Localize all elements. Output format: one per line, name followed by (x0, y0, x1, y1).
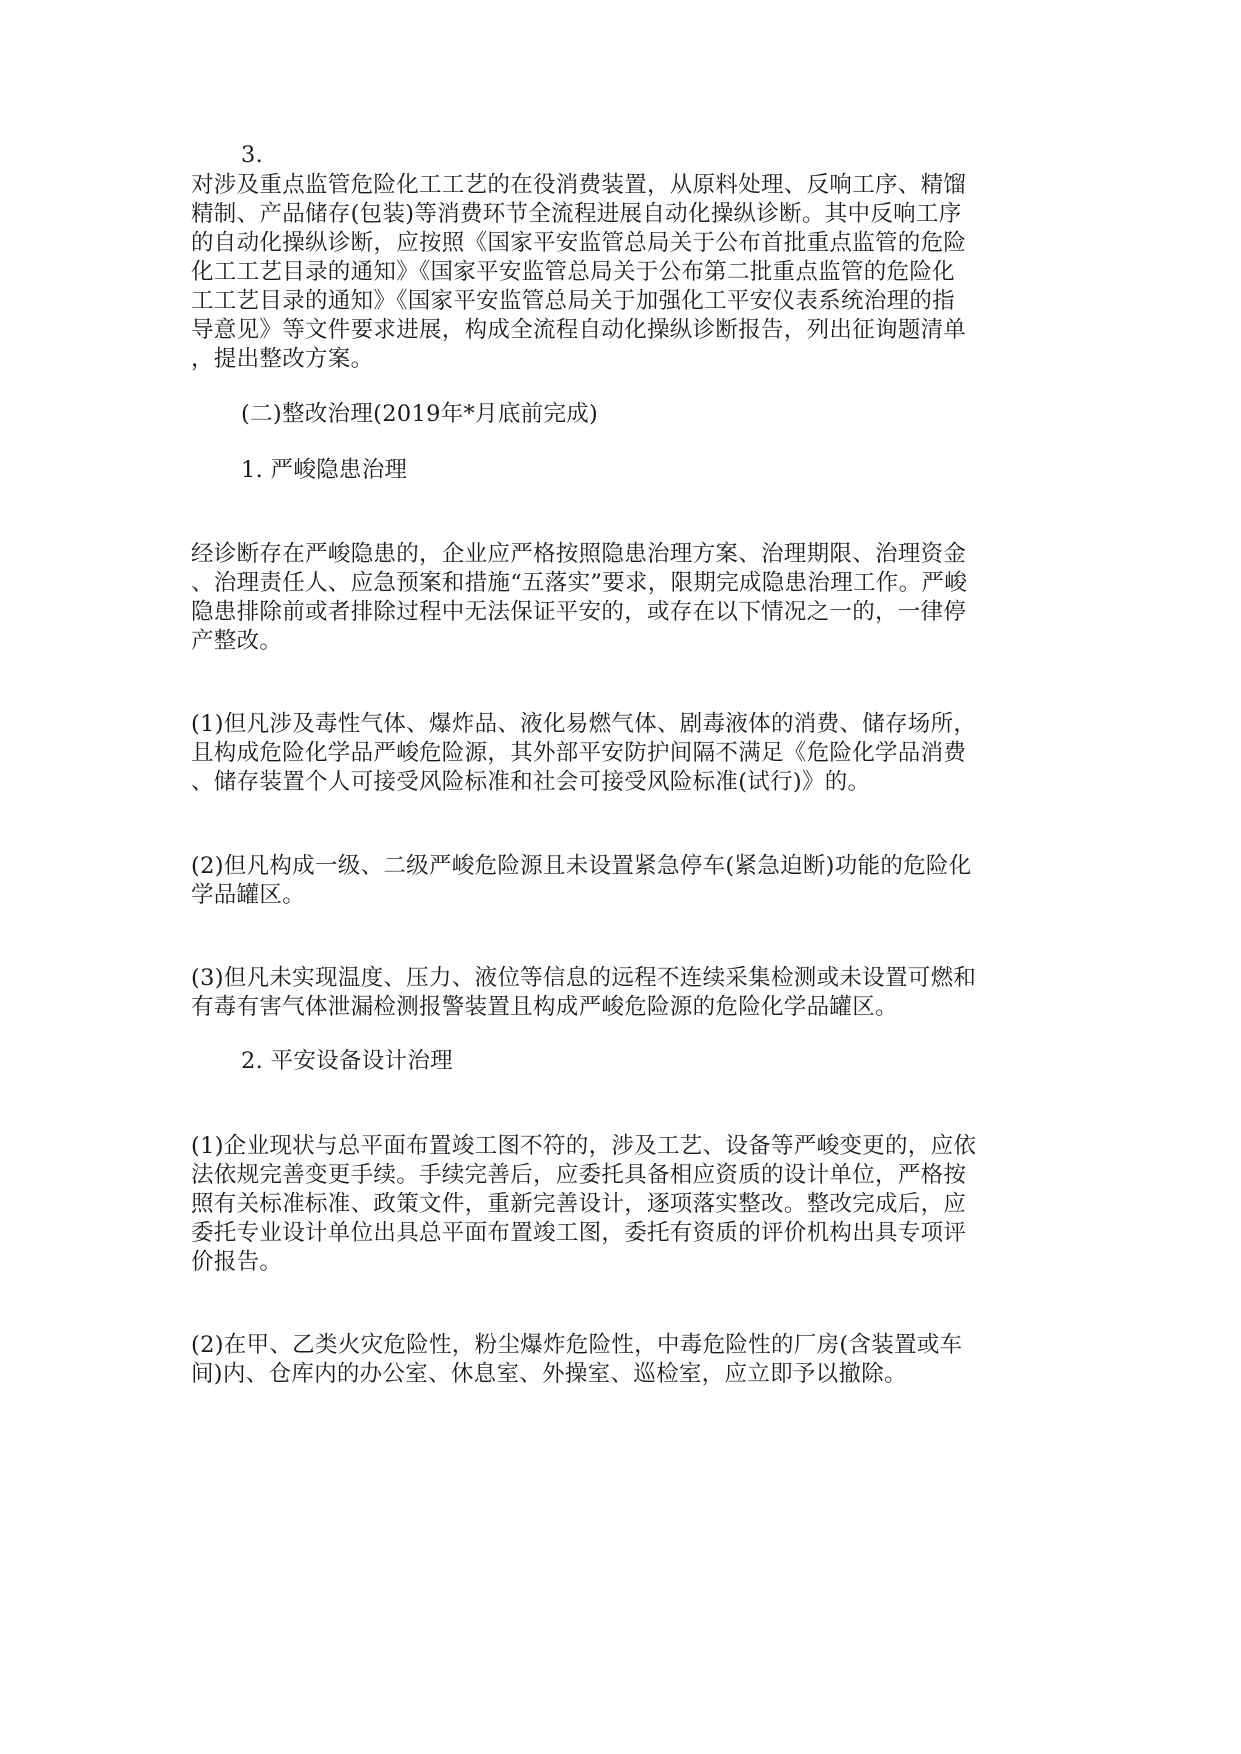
item-number: 3. (241, 142, 264, 168)
list-item-line: (2)在甲、乙类火灾危险性，粉尘爆炸危险性，中毒危险性的厂房(含装置或车 (191, 1332, 963, 1358)
list-item-line: 照有关标准标准、政策文件，重新完善设计，逐项落实整改。整改完成后，应 (191, 1191, 967, 1217)
subsection-heading: 1. 严峻隐患治理 (241, 457, 408, 483)
list-item-line: 间)内、仓库内的办公室、休息室、外操室、巡检室，应立即予以撤除。 (191, 1361, 907, 1387)
list-item-line: (1)企业现状与总平面布置竣工图不符的，涉及工艺、设备等严峻变更的，应依 (191, 1133, 977, 1159)
list-item-line: 、储存装置个人可接受风险标准和社会可接受风险标准(试行)》的。 (191, 769, 871, 795)
paragraph-line: 、治理责任人、应急预案和措施“五落实”要求，限期完成隐患治理工作。严峻 (191, 570, 968, 596)
paragraph-line: 对涉及重点监管危险化工工艺的在役消费装置，从原料处理、反响工序、精馏 (191, 172, 967, 198)
paragraph-line: 产整改。 (191, 628, 283, 654)
section-heading: (二)整改治理(2019年*月底前完成) (241, 401, 599, 427)
paragraph-line: 经诊断存在严峻隐患的，企业应严格按照隐患治理方案、治理期限、治理资金 (191, 541, 967, 567)
paragraph-line: 隐患排除前或者排除过程中无法保证平安的，或存在以下情况之一的，一律停 (191, 599, 967, 625)
paragraph-line: ，提出整改方案。 (191, 346, 374, 372)
list-item-line: (3)但凡未实现温度、压力、液位等信息的远程不连续采集检测或未设置可燃和 (191, 965, 977, 991)
list-item-line: 价报告。 (191, 1249, 283, 1275)
paragraph-line: 的自动化操纵诊断，应按照《国家平安监管总局关于公布首批重点监管的危险 (191, 230, 967, 256)
list-item-line: 有毒有害气体泄漏检测报警装置且构成严峻危险源的危险化学品罐区。 (191, 994, 898, 1020)
list-item-line: 委托专业设计单位出具总平面布置竣工图，委托有资质的评价机构出具专项评 (191, 1220, 967, 1246)
paragraph-line: 工工艺目录的通知》《国家平安监管总局关于加强化工平安仪表系统治理的指 (191, 288, 955, 314)
list-item-line: (1)但凡涉及毒性气体、爆炸品、液化易燃气体、剧毒液体的消费、储存场所， (191, 711, 977, 737)
paragraph-line: 导意见》等文件要求进展，构成全流程自动化操纵诊断报告，列出征询题清单 (191, 317, 967, 343)
list-item-line: 法依规完善变更手续。手续完善后，应委托具备相应资质的设计单位，严格按 (191, 1162, 967, 1188)
paragraph-line: 化工工艺目录的通知》《国家平安监管总局关于公布第二批重点监管的危险化 (191, 259, 955, 285)
paragraph-line: 精制、产品储存(包装)等消费环节全流程进展自动化操纵诊断。其中反响工序 (191, 201, 962, 227)
list-item-line: (2)但凡构成一级、二级严峻危险源且未设置紧急停车(紧急迫断)功能的危险化 (191, 853, 972, 879)
list-item-line: 学品罐区。 (191, 882, 306, 908)
subsection-heading: 2. 平安设备设计治理 (241, 1048, 453, 1074)
list-item-line: 且构成危险化学品严峻危险源，其外部平安防护间隔不满足《危险化学品消费 (191, 740, 967, 766)
